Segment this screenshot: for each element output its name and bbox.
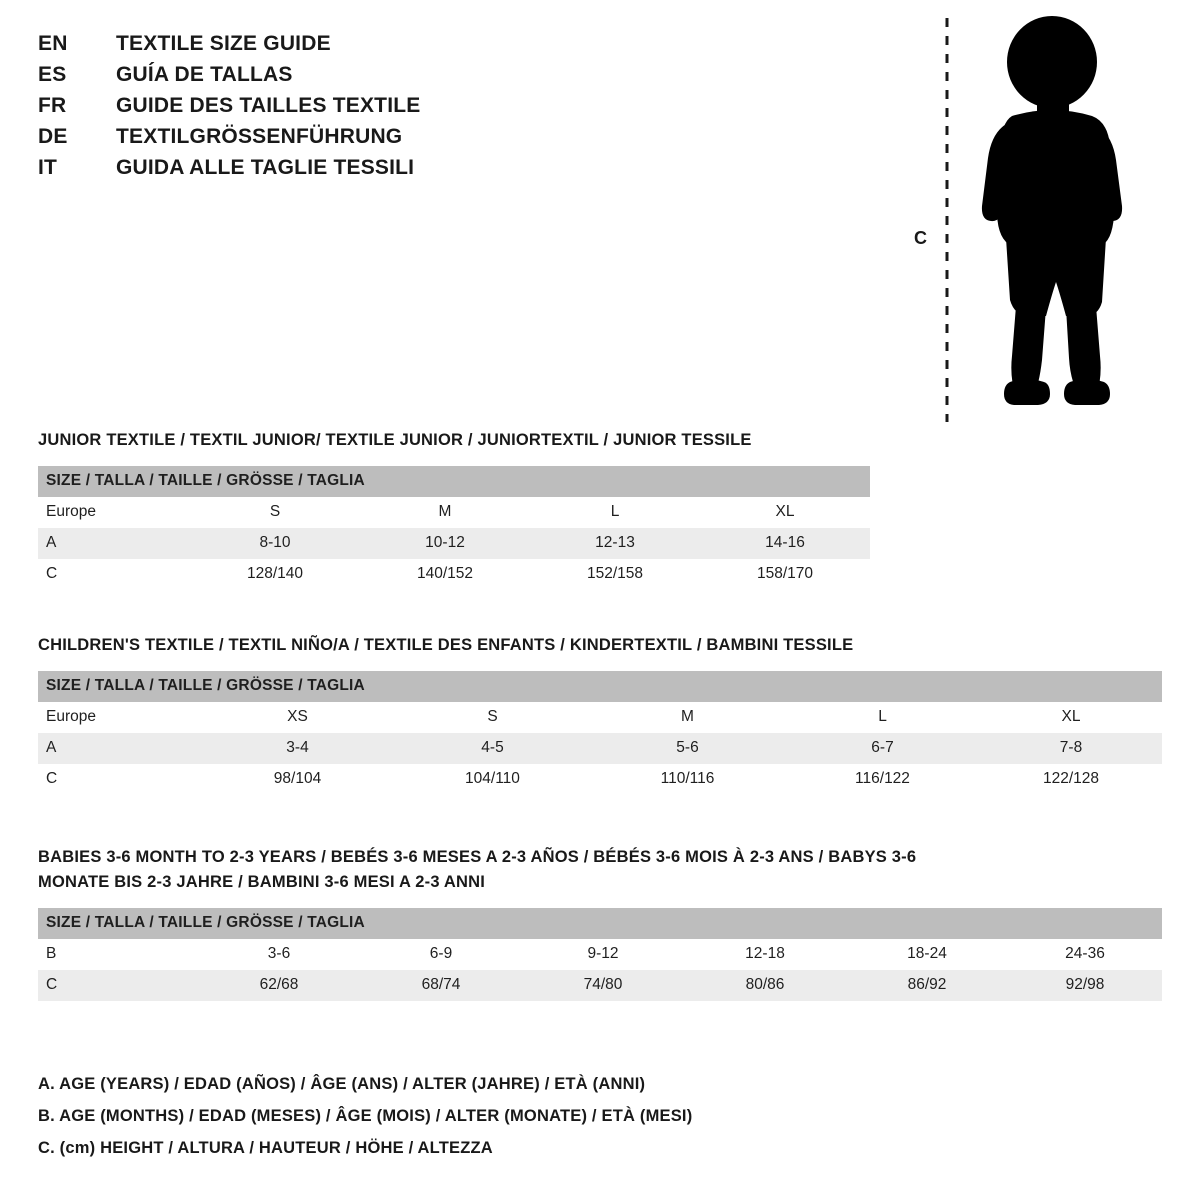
table-row (38, 733, 1162, 764)
row-label: B (38, 939, 198, 970)
cell: 14-16 (700, 528, 870, 559)
cell: 8-10 (190, 528, 360, 559)
cell: 3-4 (200, 733, 395, 764)
size-header-label: SIZE / TALLA / TAILLE / GRÖSSE / TAGLIA (38, 908, 1162, 939)
language-code: FR (38, 94, 67, 117)
cell: XS (200, 702, 395, 733)
cell: 12-18 (684, 939, 846, 970)
cell: 80/86 (684, 970, 846, 1001)
table-row (38, 528, 870, 559)
cell: 116/122 (785, 764, 980, 795)
cell: 7-8 (980, 733, 1162, 764)
language-title: TEXTILGRÖSSENFÜHRUNG (116, 125, 403, 148)
children-size-table (38, 671, 1162, 795)
cell: 18-24 (846, 939, 1008, 970)
cell: 98/104 (200, 764, 395, 795)
row-label: A (38, 528, 190, 559)
junior-size-table (38, 466, 870, 590)
language-title: GUÍA DE TALLAS (116, 63, 293, 86)
language-code: EN (38, 32, 68, 55)
cell: S (395, 702, 590, 733)
cell: 104/110 (395, 764, 590, 795)
row-label: Europe (38, 702, 200, 733)
cell: XL (700, 497, 870, 528)
language-row (38, 156, 598, 187)
cell: 68/74 (360, 970, 522, 1001)
language-title: GUIDA ALLE TAGLIE TESSILI (116, 156, 415, 179)
cell: 74/80 (522, 970, 684, 1001)
cell: XL (980, 702, 1162, 733)
cell: L (785, 702, 980, 733)
language-code: DE (38, 125, 68, 148)
language-code: ES (38, 63, 67, 86)
language-row (38, 94, 598, 125)
language-row (38, 125, 598, 156)
language-row (38, 63, 598, 94)
table-header-row (38, 671, 1162, 702)
table-header-row (38, 466, 870, 497)
size-header-label: SIZE / TALLA / TAILLE / GRÖSSE / TAGLIA (38, 466, 870, 497)
child-silhouette-icon (900, 10, 1150, 430)
legend-note-a: A. AGE (YEARS) / EDAD (AÑOS) / ÂGE (ANS) / ALTER (JAHRE) / ETÀ (ANNI) (38, 1075, 646, 1093)
cell: 152/158 (530, 559, 700, 590)
cell: 140/152 (360, 559, 530, 590)
legend-note-b: B. AGE (MONTHS) / EDAD (MESES) / ÂGE (MOIS) / ALTER (MONATE) / ETÀ (MESI) (38, 1107, 693, 1125)
table-row (38, 559, 870, 590)
section-childrens-textile (38, 633, 1162, 795)
cell: 24-36 (1008, 939, 1162, 970)
table-row (38, 939, 1162, 970)
section-title: JUNIOR TEXTILE / TEXTIL JUNIOR/ TEXTILE JUNIOR / JUNIORTEXTIL / JUNIOR TESSILE (38, 431, 752, 449)
legend-note-c: C. (cm) HEIGHT / ALTURA / HAUTEUR / HÖHE / ALTEZZA (38, 1139, 493, 1157)
table-row (38, 702, 1162, 733)
table-row (38, 970, 1162, 1001)
row-label: C (38, 970, 198, 1001)
cell: 110/116 (590, 764, 785, 795)
language-row (38, 32, 598, 63)
cell: 86/92 (846, 970, 1008, 1001)
row-label: C (38, 559, 190, 590)
cell: 5-6 (590, 733, 785, 764)
height-measure-figure (900, 10, 1150, 430)
language-title-block (38, 32, 598, 187)
cell: 10-12 (360, 528, 530, 559)
row-label: Europe (38, 497, 190, 528)
table-header-row (38, 908, 1162, 939)
section-junior-textile (38, 428, 1162, 590)
table-row (38, 764, 1162, 795)
cell: 128/140 (190, 559, 360, 590)
cell: M (360, 497, 530, 528)
legend-notes (38, 1068, 1038, 1164)
language-title: GUIDE DES TAILLES TEXTILE (116, 94, 421, 117)
row-label: C (38, 764, 200, 795)
cell: 6-7 (785, 733, 980, 764)
cell: 3-6 (198, 939, 360, 970)
cell: 122/128 (980, 764, 1162, 795)
cell: 6-9 (360, 939, 522, 970)
section-title: BABIES 3-6 MONTH TO 2-3 YEARS / BEBÉS 3-6 MESES A 2-3 AÑOS / BÉBÉS 3-6 MOIS À 2-3 ANS / BABYS 3-6 MONATE BIS 2-3 JAHRE / BAMBINI 3-6 MESI A 2-3 ANNI (38, 848, 917, 891)
row-label: A (38, 733, 200, 764)
language-title: TEXTILE SIZE GUIDE (116, 32, 331, 55)
table-row (38, 497, 870, 528)
section-title: CHILDREN'S TEXTILE / TEXTIL NIÑO/A / TEXTILE DES ENFANTS / KINDERTEXTIL / BAMBINI TESSILE (38, 636, 854, 654)
cell: M (590, 702, 785, 733)
size-header-label: SIZE / TALLA / TAILLE / GRÖSSE / TAGLIA (38, 671, 1162, 702)
language-code: IT (38, 156, 58, 179)
cell: 158/170 (700, 559, 870, 590)
babies-size-table (38, 908, 1162, 1001)
cell: 9-12 (522, 939, 684, 970)
cell: L (530, 497, 700, 528)
cell: S (190, 497, 360, 528)
height-label-c: C (914, 228, 927, 248)
section-babies-textile (38, 845, 1162, 1001)
cell: 12-13 (530, 528, 700, 559)
cell: 4-5 (395, 733, 590, 764)
cell: 62/68 (198, 970, 360, 1001)
cell: 92/98 (1008, 970, 1162, 1001)
